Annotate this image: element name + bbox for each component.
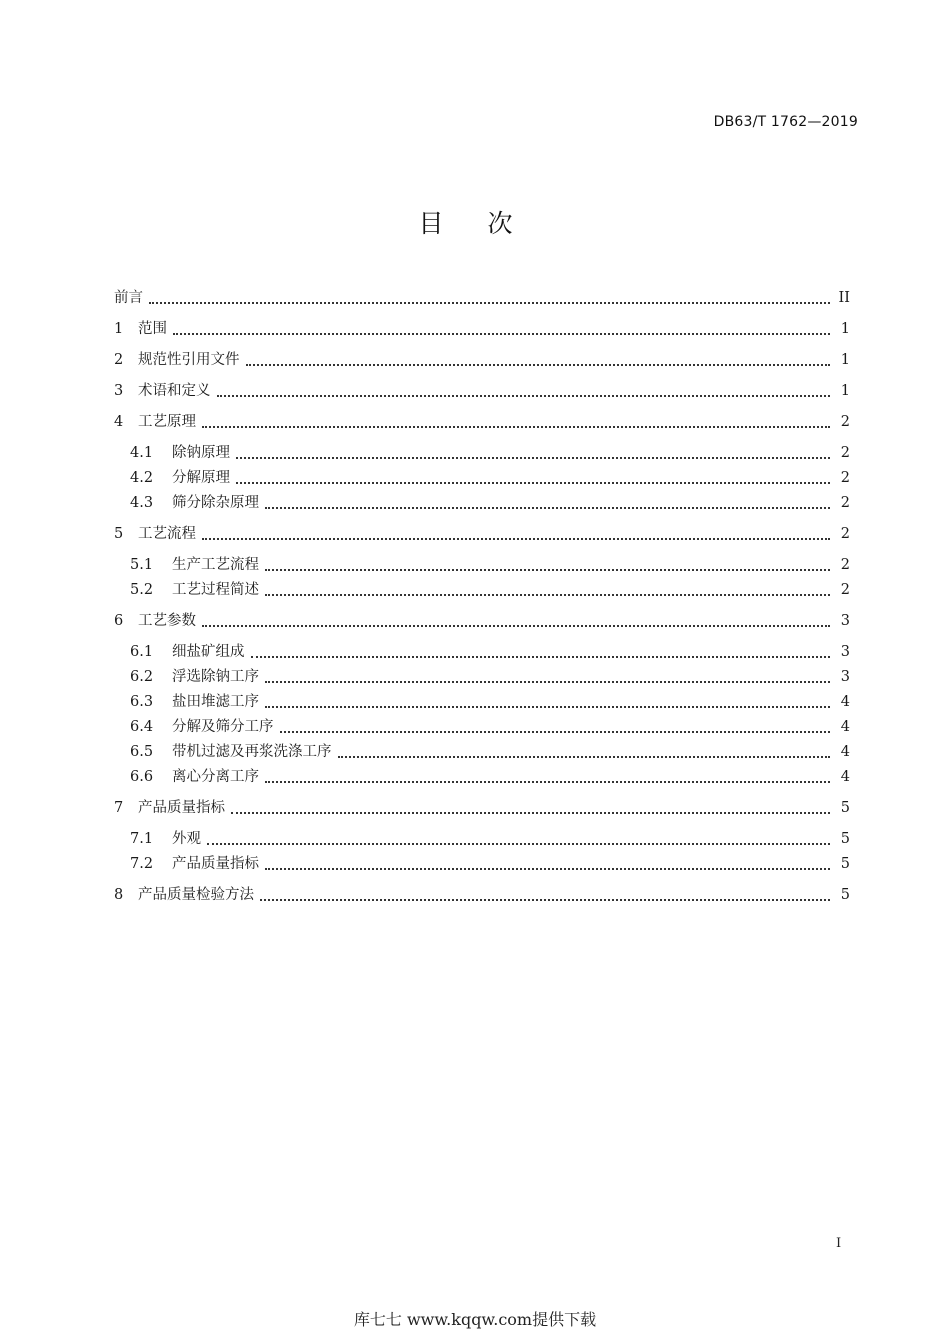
- toc-entry-page: 4: [840, 719, 850, 735]
- page-title: 目次: [418, 209, 557, 238]
- toc-entry-6-3[interactable]: [130, 692, 850, 712]
- toc-dot-leader: [263, 667, 834, 687]
- toc-entry-title: 工艺参数: [138, 613, 196, 629]
- toc-entry-7-2[interactable]: [130, 854, 850, 874]
- toc-entry-number: 2: [114, 352, 124, 368]
- toc-entry-title: 分解及筛分工序: [172, 719, 274, 735]
- toc-entry-5[interactable]: [114, 524, 850, 544]
- toc-entry-page: 2: [840, 414, 850, 430]
- toc-dot-leader: [205, 829, 834, 849]
- toc-entry-page: 5: [840, 856, 850, 872]
- toc-entry-2[interactable]: [114, 350, 850, 370]
- toc-entry-page: 3: [840, 644, 850, 660]
- toc-entry-title: 工艺过程简述: [172, 582, 259, 598]
- toc-entry-title: 产品质量指标: [172, 856, 259, 872]
- toc-entry-number: 4: [114, 414, 124, 430]
- toc-entry-page: 5: [840, 887, 850, 903]
- toc-entry-page: 5: [840, 800, 850, 816]
- toc-entry-title: 规范性引用文件: [138, 352, 240, 368]
- toc-dot-leader: [234, 443, 834, 463]
- toc-entry-page: 2: [840, 495, 850, 511]
- toc-entry-3[interactable]: [114, 381, 850, 401]
- toc-dot-leader: [336, 742, 835, 762]
- toc-entry-number: 4.3: [130, 495, 154, 511]
- toc-entry-title: 产品质量指标: [138, 800, 225, 816]
- toc-entry-6-6[interactable]: [130, 767, 850, 787]
- toc-entry-page: 1: [840, 352, 850, 368]
- document-code: DB63/T 1762—2019: [713, 114, 858, 130]
- toc-entry-page: 2: [840, 526, 850, 542]
- toc-entry-1[interactable]: [114, 319, 850, 339]
- toc-dot-leader: [229, 798, 834, 818]
- toc-dot-leader: [200, 611, 834, 631]
- toc-entry-number: 6.1: [130, 644, 154, 660]
- toc-entry-title: 带机过滤及再浆洗涤工序: [172, 744, 332, 760]
- toc-entry-title: 筛分除杂原理: [172, 495, 259, 511]
- toc-entry-4-2[interactable]: [130, 468, 850, 488]
- toc-entry-number: 8: [114, 887, 124, 903]
- toc-entry-page: 4: [840, 769, 850, 785]
- toc-entry-number: 3: [114, 383, 124, 399]
- toc-entry-number: 6: [114, 613, 124, 629]
- toc-entry-title: 术语和定义: [138, 383, 211, 399]
- download-watermark: 库七七 www.kqqw.com提供下载: [353, 1310, 597, 1329]
- toc-entry-number: 5.1: [130, 557, 154, 573]
- toc-entry-number: 1: [114, 321, 124, 337]
- toc-entry-number: 6.5: [130, 744, 154, 760]
- toc-entry-4-3[interactable]: [130, 493, 850, 513]
- toc-dot-leader: [244, 350, 835, 370]
- toc-entry-number: 7.1: [130, 831, 154, 847]
- toc-entry-number: 4.2: [130, 470, 154, 486]
- toc-dot-leader: [263, 692, 834, 712]
- toc-entry-page: 1: [840, 321, 850, 337]
- toc-entry-title: 生产工艺流程: [172, 557, 259, 573]
- toc-entry-title: 产品质量检验方法: [138, 887, 254, 903]
- toc-entry-title: 外观: [172, 831, 201, 847]
- toc-entry-7-1[interactable]: [130, 829, 850, 849]
- toc-entry-page: 3: [840, 613, 850, 629]
- toc-entry-title: 工艺流程: [138, 526, 196, 542]
- page-number: I: [836, 1236, 842, 1251]
- toc-dot-leader: [200, 412, 834, 432]
- toc-entry-8[interactable]: [114, 885, 850, 905]
- toc-entry-page: 2: [840, 445, 850, 461]
- toc-dot-leader: [278, 717, 835, 737]
- toc-entry-number: 7: [114, 800, 124, 816]
- toc-dot-leader: [263, 767, 834, 787]
- toc-dot-leader: [200, 524, 834, 544]
- toc-entry-number: 6.2: [130, 669, 154, 685]
- toc-entry-title: 分解原理: [172, 470, 230, 486]
- toc-dot-leader: [234, 468, 834, 488]
- toc-entry-number: 6.6: [130, 769, 154, 785]
- toc-entry-title: 范围: [138, 321, 167, 337]
- toc-entry-number: 7.2: [130, 856, 154, 872]
- toc-entry-page: 5: [840, 831, 850, 847]
- toc-entry-page: 3: [840, 669, 850, 685]
- toc-entry-page: 2: [840, 557, 850, 573]
- toc-entry-title: 细盐矿组成: [172, 644, 245, 660]
- toc-dot-leader: [263, 493, 834, 513]
- toc-entry-5-2[interactable]: [130, 580, 850, 600]
- toc-entry-6[interactable]: [114, 611, 850, 631]
- toc-entry-number: 6.4: [130, 719, 154, 735]
- toc-dot-leader: [263, 854, 834, 874]
- toc-dot-leader: [263, 555, 834, 575]
- toc-dot-leader: [147, 288, 834, 308]
- toc-entry-5-1[interactable]: [130, 555, 850, 575]
- toc-entry-number: 4.1: [130, 445, 154, 461]
- toc-dot-leader: [171, 319, 834, 339]
- toc-entry-number: 5: [114, 526, 124, 542]
- toc-entry-4-1[interactable]: [130, 443, 850, 463]
- toc-entry-title: 除钠原理: [172, 445, 230, 461]
- toc-entry-7[interactable]: [114, 798, 850, 818]
- toc-dot-leader: [215, 381, 835, 401]
- toc-entry-page: II: [838, 290, 850, 306]
- toc-entry-title: 工艺原理: [138, 414, 196, 430]
- toc-entry-6-4[interactable]: [130, 717, 850, 737]
- toc-dot-leader: [258, 885, 834, 905]
- toc-entry-6-5[interactable]: [130, 742, 850, 762]
- toc-entry-page: 4: [840, 744, 850, 760]
- toc-entry-title: 离心分离工序: [172, 769, 259, 785]
- toc-entry-6-2[interactable]: [130, 667, 850, 687]
- toc-entry-foreword[interactable]: [114, 288, 850, 308]
- toc-entry-page: 4: [840, 694, 850, 710]
- toc-entry-4[interactable]: [114, 412, 850, 432]
- toc-entry-page: 2: [840, 582, 850, 598]
- toc-entry-number: 6.3: [130, 694, 154, 710]
- toc-entry-6-1[interactable]: [130, 642, 850, 662]
- toc-entry-title: 前言: [114, 290, 143, 306]
- toc-entry-number: 5.2: [130, 582, 154, 598]
- toc-entry-title: 浮选除钠工序: [172, 669, 259, 685]
- toc-dot-leader: [263, 580, 834, 600]
- toc-entry-title: 盐田堆滤工序: [172, 694, 259, 710]
- toc-entry-page: 2: [840, 470, 850, 486]
- toc-dot-leader: [249, 642, 835, 662]
- toc-entry-page: 1: [840, 383, 850, 399]
